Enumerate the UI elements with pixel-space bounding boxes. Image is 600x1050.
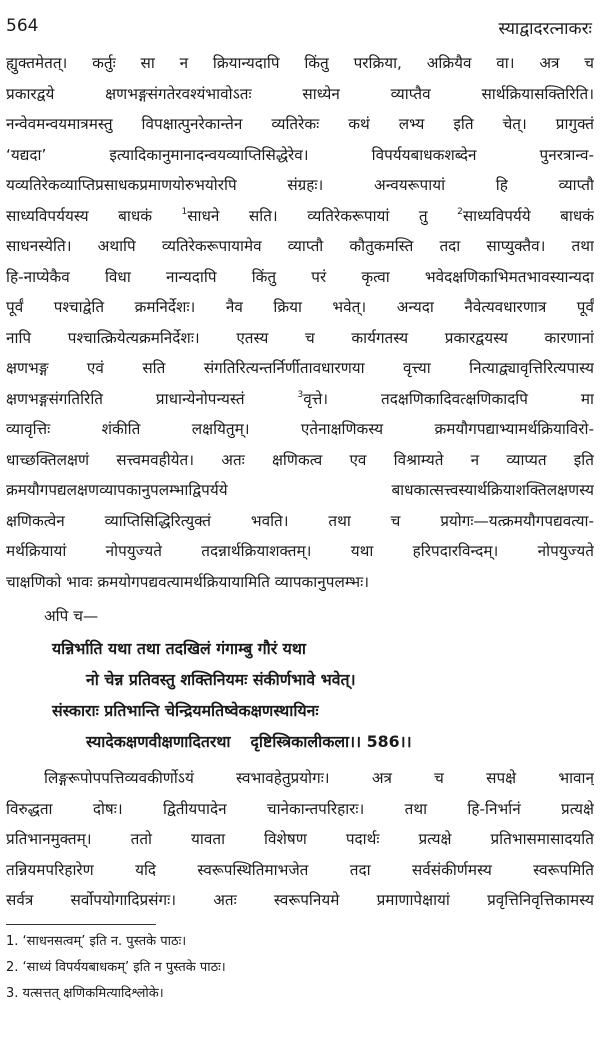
text-line: सर्वत्र सर्वोपयोगादिप्रसंगः। अतः स्वरूपनियमे प्रमाणापेक्षायां प्रवृत्तिनिवृत्तिकामस्य bbox=[6, 891, 594, 909]
footnote-marker: 1 bbox=[181, 206, 188, 217]
verse-line-4-first-half: स्यादेकक्षणवीक्षणादितरथा bbox=[86, 732, 231, 751]
text-line: यव्यतिरेकव्याप्तिप्रसाधकप्रमाणयोरुभयोरपि संग्रहः। अन्वयरूपायां हि व्याप्तौ bbox=[6, 176, 594, 194]
text-line: नन्वेवमन्वयमात्रमस्तु विपक्षात्पुनरेकान्तेन व्यतिरेकः कथं लभ्य इति चेत्। प्रागुक्तं bbox=[6, 115, 594, 133]
footnote-1: 1. ‘साधनसत्वम्’ इति न. पुस्तके पाठः। bbox=[6, 933, 187, 949]
text-line: लिङ्गरूपोपपत्तिव्यवकीर्णोऽयं स्वभावहेतुप्रयोगः। अत्र च सपक्षे भावान् bbox=[44, 769, 594, 787]
verse-line-2: नो चेन्न प्रतिवस्तु शक्तिनियमः संकीर्णभावे भवेत्। bbox=[86, 670, 356, 689]
text-line: नापि पश्चात्क्रियेत्यक्रमनिर्देशः। एतस्य च कार्यगतस्य प्रकारद्वयस्य कारणानां bbox=[6, 328, 594, 347]
verse-line-3: संस्काराः प्रतिभान्ति चेन्द्रियमतिष्वेकक्षणस्थायिनः bbox=[52, 701, 319, 720]
text-line: धाच्छक्तिलक्षणं सत्त्वमवहीयेत। अतः क्षणिकत्व एव विश्राम्यते न व्याप्यत इति bbox=[6, 450, 594, 469]
footnotes bbox=[6, 929, 594, 1007]
text-line: विरुद्धता दोषः। द्वितीयपादेन चानेकान्तपरिहारः। तथा हि-निर्भानं प्रत्यक्षे bbox=[6, 799, 594, 818]
commentary-text-continued bbox=[6, 763, 594, 916]
verse-line-1: यन्निर्भाति यथा तथा तदखिलं गंगाम्बु गौरं यथा bbox=[52, 639, 307, 658]
text-line: हि-नाप्येकैव विधा नान्यदापि किंतु परं कृत्वा भवेदक्षणिकाभिमतभावस्यान्यदा bbox=[6, 267, 594, 286]
text-line: मर्थक्रियायां नोपयुज्यते तदन्नार्थक्रियाशक्तम्। यथा हरिपदारविन्दम्। नोपयुज्यते bbox=[6, 542, 594, 560]
footnote-marker: 2 bbox=[457, 206, 463, 217]
text-line: प्रतिभानमुक्तम्। ततो यावता विशेषण पदार्थः प्रत्यक्षे प्रतिभासमासादयति bbox=[6, 830, 594, 848]
text-line: क्षणभङ्गसंगतिरिति प्राधान्येनोपन्यस्तं $^3$वृत्ते। तदक्षणिकादिवत्क्षणिकादपि मा bbox=[6, 389, 594, 408]
running-title: स्याद्वादरत्नाकरः bbox=[498, 19, 592, 39]
text-line: साध्यविपर्ययस्य बाधकं $^1$साधने सति। व्यतिरेकरूपायां तु $^2$साध्यविपर्यये बाधकं bbox=[6, 206, 594, 225]
verse-block bbox=[6, 633, 594, 757]
page bbox=[6, 4, 594, 1007]
verse-line-4 bbox=[6, 726, 594, 757]
text-line: तन्नियमपरिहारेण यदि स्वरूपस्थितिमाभजेत तदा सर्वसंकीर्णमस्य स्वरूपमिति bbox=[6, 860, 594, 879]
text-line: प्रकारद्वये क्षणभङ्गसंगतेरवश्यंभावोऽतः साध्येन व्याप्तैव सार्थक्रियासक्तिरिति। bbox=[6, 84, 594, 103]
footnote-divider bbox=[6, 924, 156, 925]
text-line: क्षणिकत्वेन व्याप्तिसिद्धिरित्युक्तं भवति। तथा च प्रयोगः—यत्क्रमयौगपद्यवत्या- bbox=[6, 511, 594, 530]
footnote-2: 2. ‘साध्यं विपर्ययबाधकम्’ इति न पुस्तके पाठः। bbox=[6, 959, 226, 975]
verse-line-4-second-half: दृष्टिस्त्रिकालीकला।। 586।। bbox=[250, 732, 412, 751]
page-header bbox=[6, 4, 594, 38]
text-line: ‘यद्यदा’ इत्यादिकानुमानादन्वयव्याप्तिसिद्धेरेव। विपर्ययबाधकशब्देन पुनरत्रान्व- bbox=[6, 145, 594, 164]
text-line: क्षणभङ्ग एवं सति संगतिरित्यन्तर्निर्णीतावधारणया वृत्त्या नित्याद्व्यावृत्तिरित्यपास्य bbox=[6, 359, 594, 377]
text-line: चाक्षणिको भावः क्रमयोगपद्यवत्यामर्थक्रियायामिति व्यापकानुपलम्भः। bbox=[6, 572, 370, 591]
text-line: ह्युक्तमेतत्। कर्तुः सा न क्रियान्यदापि किंतु परक्रिया, अक्रियैव वा। अत्र च bbox=[6, 54, 594, 72]
text-line: क्रमयौगपद्यलक्षणव्यापकानुपलम्भाद्विपर्यये बाधकात्सत्त्वस्यार्थक्रियाशक्तिलक्षणस्य bbox=[6, 481, 594, 499]
text-line: पूर्वं पश्चाद्वेति क्रमनिर्देशः। नैव क्रिया भवेत्। अन्यदा नैवेत्यवधारणात्र पूर्वं bbox=[6, 298, 594, 316]
footnote-3: 3. यत्सत्तत् क्षणिकमित्यादिश्लोके। bbox=[6, 985, 164, 1001]
page-number: 564 bbox=[6, 16, 39, 36]
commentary-text bbox=[6, 48, 594, 597]
api-ca-label: अपि च— bbox=[44, 607, 99, 625]
text-line: व्यावृत्तिः शंकीति लक्षयितुम्। एतेनाक्षणिकस्य क्रमयौगपद्याभ्यामर्थक्रियाविरो- bbox=[6, 420, 594, 438]
text-line: साधनस्येति। अथापि व्यतिरेकरूपायामेव व्याप्तौ कौतुकमस्ति तदा साप्युक्तैव। तथा bbox=[6, 237, 594, 255]
footnote-marker: 3 bbox=[297, 389, 304, 400]
